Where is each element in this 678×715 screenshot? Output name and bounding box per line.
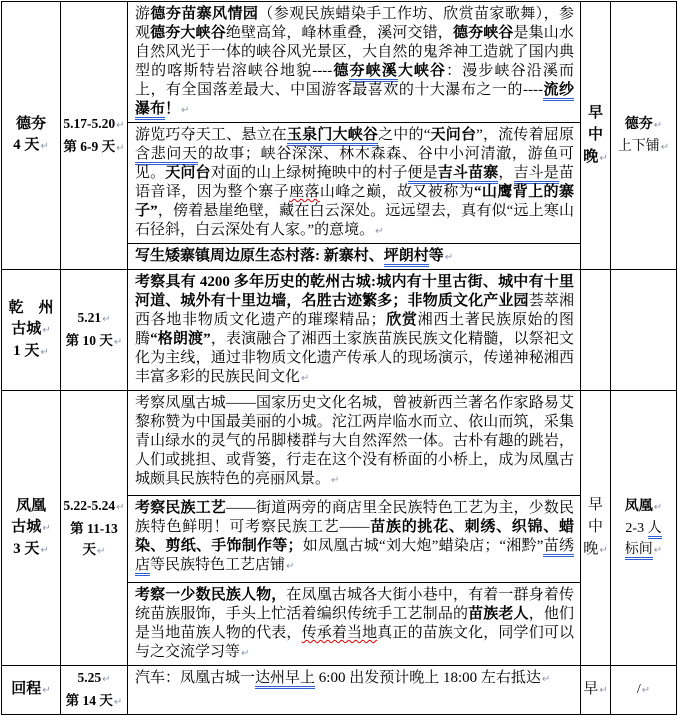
pilcrow-mark: ↵ [40,544,49,556]
pilcrow-mark: ↵ [116,501,125,513]
pilcrow-mark: ↵ [599,685,608,696]
cell-line: 4 天↵ [13,137,49,153]
fenghuang-description-1: 考察凤凰古城——国家历史文化名城，曾被新西兰著名作家路易艾黎称赞为中国最美丽的小城。沱江两岸临水而立、依山而筑，采集青山绿水的灵气的吊脚楼群与大自然浑然一体。古朴有趣的跳岩，人们或挑担、或背篓，行走在这个没有桥面的小桥上，成为凤凰古城颇具民族特色的亮丽风景。↵ [128,391,581,496]
pilcrow-mark: ↵ [653,119,663,131]
pilcrow-mark: ↵ [331,475,340,486]
cell-line: 第 10 天↵ [65,333,123,348]
cell-line: 中 [587,126,603,143]
pilcrow-mark: ↵ [181,105,190,116]
cell-line: 晚↵ [583,541,608,557]
dehang-description-2: 游览巧夺天工、悬立在玉泉门大峡谷之中的“天问台”，流传着屈原含悲问天的故事；峡谷深深、林木森森、谷中小河清澈，游鱼可见。天问台对面的山上绿树掩映中的村子便是吉斗苗寨，吉斗是苗语音译，因为整个寨子座落山峰之巅，故又被称为“山鹰背上的寨子”，傍着悬崖绝壁，藏在白云深处。远远望去，真有似“远上寒山石径斜，白云深处有人家。”的意境。↵ [128,123,581,244]
cell-line: 第 14 天↵ [65,693,123,708]
cell-line: 早 [587,104,603,121]
pilcrow-mark: ↵ [599,152,608,164]
dehang-description-1: 游德夯苗寨风情园（参观民族蜡染手工作坊、欣赏苗家歌舞），参观德夯大峡谷绝壁高耸，峰林重叠，溪河交错，德夯峡谷是集山水自然风光于一体的峡谷风光景区，大自然的鬼斧神工造就了国内典型的喀斯特岩溶峡谷地貌----德夯峡溪大峡谷：漫步峡谷沿溪而上，有全国落差最大、中国游客最喜欢的十大瀑布之一的----流纱瀑布！↵ [128,2,581,123]
pilcrow-mark: ↵ [599,545,608,556]
pilcrow-mark: ↵ [641,685,651,696]
cell-line: 1 天↵ [13,342,49,359]
pilcrow-mark: ↵ [42,522,51,534]
cell-line: 早↵ [583,681,608,697]
return-meals-cell [581,666,611,715]
return-description: 汽车：凤凰古城一达州早上 6:00 出发预计晚上 18:00 左右抵达↵ [128,666,581,715]
cell-line: 5.22-5.24↵ [63,497,125,513]
cell-line: 标间↵ [612,539,675,561]
cell-line: 德夯 [15,116,46,132]
cell-line: 上下铺↵ [617,138,670,154]
pilcrow-mark: ↵ [653,501,663,513]
cell-line: 中 [587,519,603,535]
pilcrow-mark: ↵ [97,545,106,557]
qianzhou-location-cell [2,270,61,391]
cell-line: 凤凰 [15,497,46,514]
cell-line: 第 6-9 天↵ [63,138,125,154]
cell-line: 早 [587,497,603,513]
qianzhou-meals-cell [581,270,611,391]
cell-line: /↵ [636,682,651,697]
cell-line: 3 天↵ [13,540,49,557]
pilcrow-mark: ↵ [301,373,310,384]
pilcrow-mark: ↵ [375,226,384,237]
pilcrow-mark: ↵ [286,561,295,572]
cell-line: 回程↵ [11,681,51,697]
qianzhou-dates-cell [61,270,128,391]
pilcrow-mark: ↵ [40,141,49,152]
pilcrow-mark: ↵ [653,544,663,556]
fenghuang-lodging-cell [611,391,677,666]
dehang-description-3: 写生矮寨镇周边原生态村落: 新寨村、坪朗村等↵ [128,244,581,270]
fenghuang-description-3: 考察一少数民族人物，在凤凰古城各大街小巷中，有着一群身着传统苗族服饰，手头上忙活着编织传统手工艺制品的苗族老人，他们是当地苗族人物的代表，传承着当地真正的苗族文化，同学们可以与之交流学习等↵ [128,583,581,666]
cell-line: 第 11-13 [70,520,118,536]
pilcrow-mark: ↵ [42,324,51,336]
pilcrow-mark: ↵ [113,697,123,708]
cell-line: 凤凰↵ [624,498,663,514]
cell-line: 晚↵ [583,148,608,165]
return-location-cell [2,666,61,715]
pilcrow-mark: ↵ [113,337,123,348]
dehang-meals-cell [581,2,611,270]
pilcrow-mark: ↵ [102,314,111,325]
fenghuang-meals-cell [581,391,611,666]
cell-line: 古城↵ [11,320,51,337]
cell-line: 乾 州 [8,299,54,316]
pilcrow-mark: ↵ [444,252,454,263]
pilcrow-mark: ↵ [40,346,49,358]
itinerary-table [1,1,677,715]
dehang-lodging-cell [611,2,677,270]
pilcrow-mark: ↵ [660,141,670,153]
fenghuang-location-cell [2,391,61,666]
return-lodging-cell [611,666,677,715]
qianzhou-description: 考察具有 4200 多年历史的乾州古城:城内有十里古街、城中有十里河道、城外有十里边墙，名胜古迹繁多；非物质文化产业园荟萃湘西各地非物质文化遗产的璀璨精品；欣赏湘西土著民族原始的图腾“格朗渡”，表演融合了湘西土家族苗族民族文化精髓，以祭祀文化为主线，通过非物质文化遗产传承人的现场演示，传递神秘湘西丰富多彩的民族民间文化↵ [128,270,581,391]
qianzhou-lodging-cell [611,270,677,391]
dehang-dates-cell [61,2,128,270]
cell-line: 古城↵ [11,518,51,535]
cell-line: 2-3 人 [612,518,675,539]
pilcrow-mark: ↵ [102,674,111,685]
pilcrow-mark: ↵ [116,142,125,154]
pilcrow-mark: ↵ [42,685,51,696]
fenghuang-dates-cell [61,391,128,666]
cell-line: 天↵ [82,541,106,557]
cell-line: 5.21↵ [77,310,111,325]
pilcrow-mark: ↵ [241,648,250,659]
pilcrow-mark: ↵ [541,674,551,685]
pilcrow-mark: ↵ [116,119,125,131]
cell-line: 5.17-5.20↵ [63,115,125,131]
cell-line: 5.25↵ [77,670,111,685]
dehang-location-cell [2,2,61,270]
cell-line: 德夯↵ [624,116,663,132]
fenghuang-description-2: 考察民族工艺——街道两旁的商店里全民族特色工艺为主，少数民族特色鲜明！可考察民族工艺——苗族的挑花、刺绣、织锦、蜡染、剪纸、手饰制作等；如凤凰古城“刘大炮”蜡染店；“湘黔”苗绣店等民族特色工艺店铺↵ [128,496,581,583]
return-dates-cell [61,666,128,715]
